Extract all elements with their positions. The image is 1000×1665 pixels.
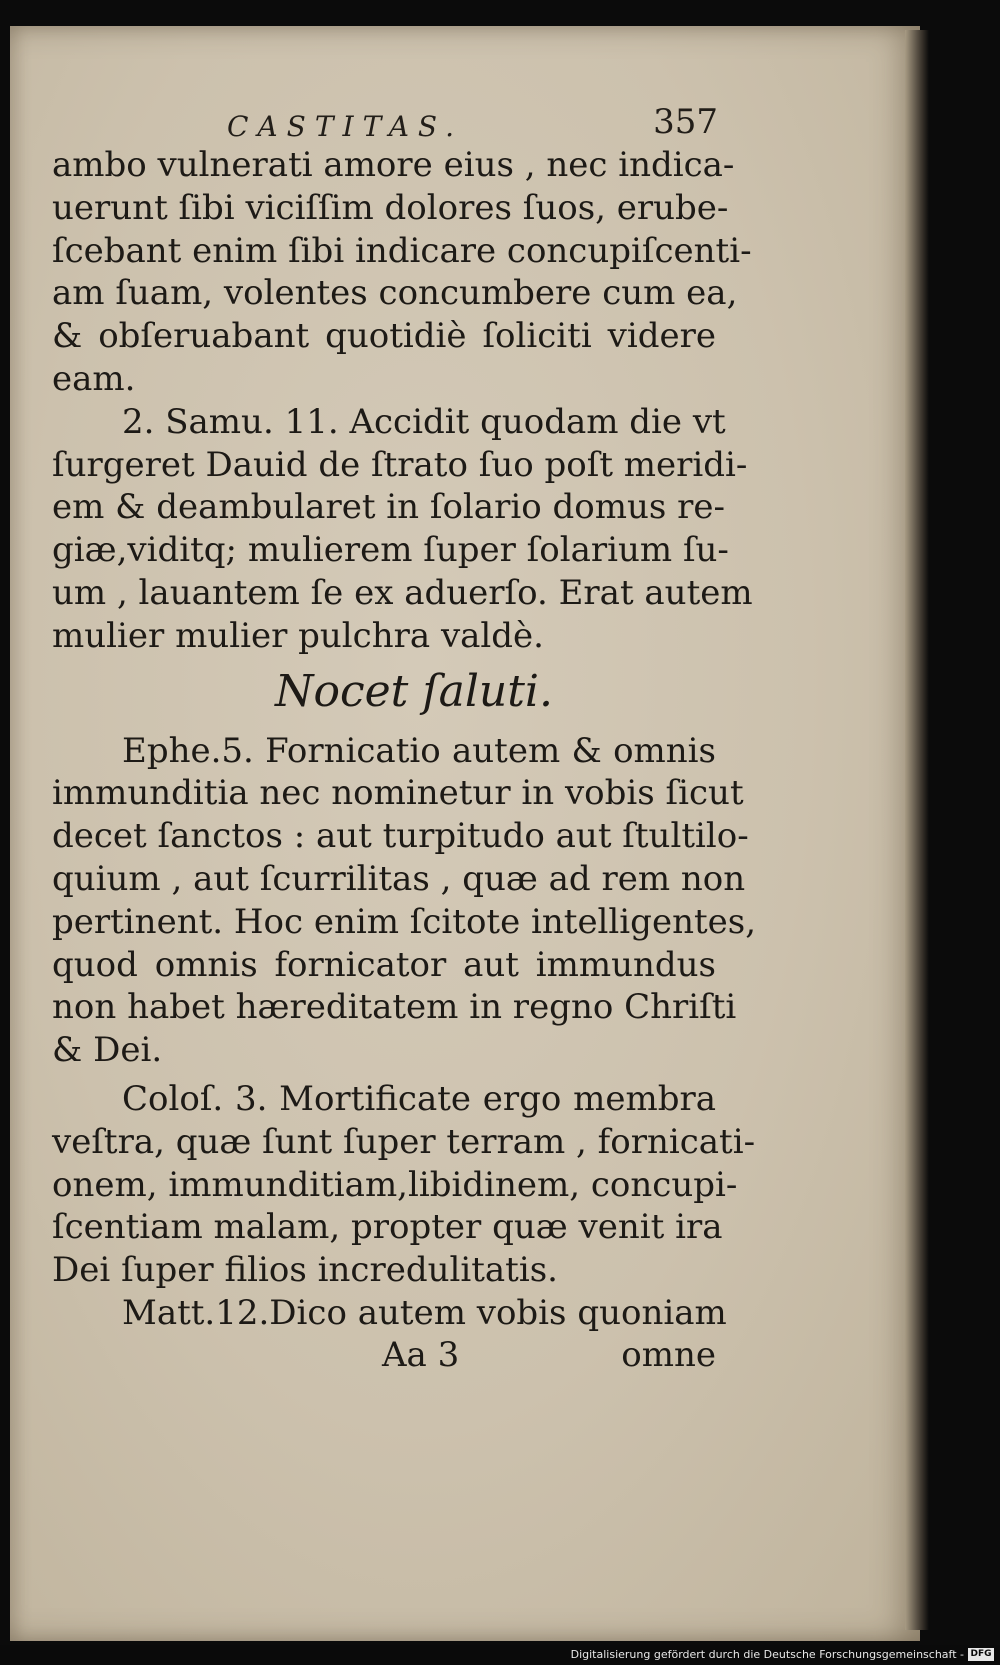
catch-line (52, 1335, 716, 1379)
section-heading: Nocet ſaluti. (274, 665, 553, 717)
text-line: quod omnis fornicator aut immundus (52, 944, 716, 985)
running-head (52, 100, 716, 144)
text-line: decet ſanctos : aut turpitudo aut ſtultilo- (52, 816, 749, 857)
text-line: ſcebant enim ſibi indicare concupiſcenti- (52, 230, 752, 271)
paragraph-4 (52, 1078, 756, 1292)
text-line: ſurgeret Dauid de ſtrato ſuo poſt meridi- (52, 444, 748, 485)
text-line: immunditia nec nominetur in vobis ſicut (52, 773, 744, 814)
text-line: Matt.12.Dico autem vobis quoniam (122, 1292, 727, 1333)
paragraph-3 (52, 730, 757, 1072)
text-line: quium , aut ſcurrilitas , quæ ad rem non (52, 858, 746, 899)
text-line: & obſeruabant quotidiè ſoliciti videre (52, 316, 716, 357)
signature-mark: Aa 3 (382, 1334, 460, 1375)
text-line: veſtra, quæ ſunt ſuper terram , fornicati- (52, 1121, 756, 1162)
page-edge (905, 30, 929, 1630)
footer-credit: Digitalisierung gefördert durch die Deutsche Forschungsgemeinschaft - (570, 1648, 964, 1661)
paragraph-2 (52, 401, 753, 658)
running-head-title: CASTITAS. (227, 110, 464, 143)
paragraph-1 (52, 144, 752, 401)
dfg-logo-icon: DFG (968, 1648, 994, 1661)
text-line: pertinent. Hoc enim ſcitote intelligentes, (52, 901, 757, 942)
text-line: eam. (52, 358, 136, 399)
text-line: uerunt ſibi viciſſim dolores ſuos, erube- (52, 187, 729, 228)
text-line: mulier mulier pulchra valdè. (52, 615, 544, 656)
text-line: ambo vulnerati amore eius , nec indica- (52, 145, 735, 185)
text-line: am ſuam, volentes concumbere cum ea, (52, 273, 738, 314)
text-line: non habet hæreditatem in regno Chriſti (52, 987, 737, 1028)
text-line: Coloſ. 3. Mortificate ergo membra (122, 1078, 716, 1119)
text-line: onem, immunditiam,libidinem, concupi- (52, 1164, 738, 1205)
page-number: 357 (653, 102, 718, 142)
catchword: omne (621, 1334, 716, 1375)
text-line: um , lauantem ſe ex aduerſo. Erat autem (52, 572, 753, 613)
text-line: Ephe.5. Fornicatio autem & omnis (122, 730, 716, 771)
text-line: ſcentiam malam, propter quæ venit ira (52, 1207, 723, 1248)
text-line: Dei ſuper filios incredulitatis. (52, 1250, 558, 1291)
text-line: em & deambularet in ſolario domus re- (52, 487, 725, 528)
text-line: & Dei. (52, 1030, 163, 1071)
text-line: giæ,viditq; mulierem ſuper ſolarium ſu- (52, 530, 729, 571)
paragraph-5 (52, 1292, 727, 1335)
text-block (52, 100, 757, 1379)
text-line: 2. Samu. 11. Accidit quodam die vt (122, 401, 726, 442)
